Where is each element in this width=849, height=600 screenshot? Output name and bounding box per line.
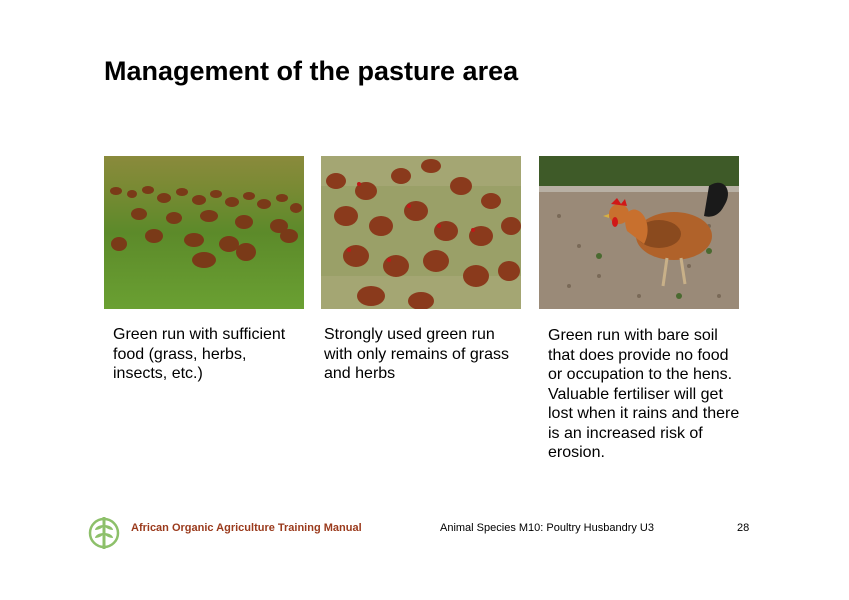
slide-title: Management of the pasture area: [104, 56, 519, 86]
photo-hens-green-run: [104, 156, 304, 309]
caption-green-run: Green run with sufficient food (grass, herbs, insects, etc.): [113, 326, 286, 382]
photo-hens-used-run: [321, 156, 521, 309]
caption-used-run: Strongly used green run with only remains of grass and herbs: [324, 326, 509, 382]
caption-bare-soil: Green run with bare soil that does provide no food or occupation to the hens. Valuable fertiliser will get lost when it rains and there is an increased risk of erosion.: [548, 327, 740, 461]
footer-brand: African Organic Agriculture Training Manual: [131, 522, 362, 534]
footer-module: Animal Species M10: Poultry Husbandry U3: [440, 522, 654, 534]
aoatm-logo: [86, 515, 122, 551]
photo-rooster-bare-soil: [539, 156, 739, 309]
page-number: 28: [737, 522, 750, 534]
